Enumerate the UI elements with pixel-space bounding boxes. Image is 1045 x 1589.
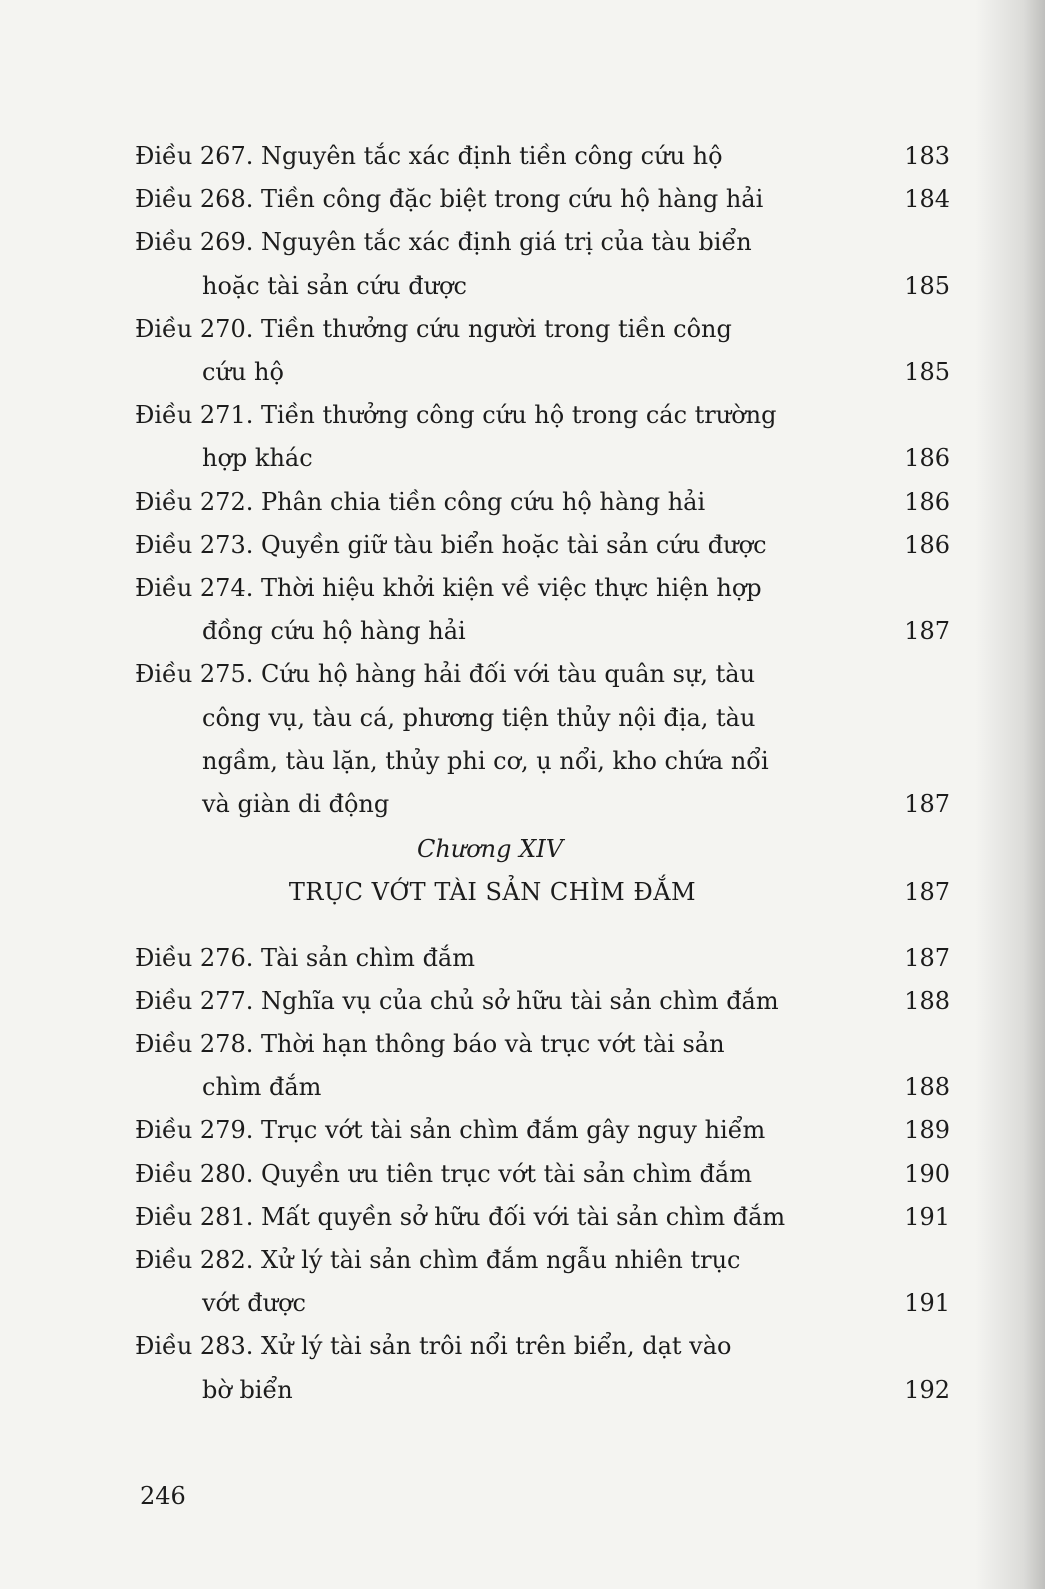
toc-entry-text: Điều 278. Thời hạn thông báo và trục vớt tài sản: [135, 1030, 725, 1059]
toc-entry-text: Điều 269. Nguyên tắc xác định giá trị của tàu biển: [135, 228, 752, 257]
toc-group-chapter-xiv: [135, 937, 950, 1412]
toc-entry-line: [135, 265, 950, 308]
toc-page-number: 190: [904, 1159, 950, 1188]
toc-entry-line: [135, 740, 950, 783]
toc-entry-text: ngầm, tàu lặn, thủy phi cơ, ụ nổi, kho chứa nổi: [202, 746, 769, 775]
toc-entry-text: Điều 274. Thời hiệu khởi kiện về việc thực hiện hợp: [135, 574, 762, 603]
toc-entry-line: [135, 135, 950, 178]
toc-entry-line: [135, 653, 950, 696]
toc-page-number: 185: [904, 271, 950, 300]
toc-entry-line: [135, 567, 950, 610]
toc-entry-line: [135, 1066, 950, 1109]
toc-page-number: 187: [904, 617, 950, 646]
toc-page-number: 188: [904, 986, 950, 1015]
toc-page-number: 191: [904, 1289, 950, 1318]
toc-entry-text: chìm đắm: [202, 1073, 322, 1102]
toc-page-number: 186: [904, 530, 950, 559]
toc-entry-text: đồng cứu hộ hàng hải: [202, 617, 466, 646]
toc-page-number: 189: [904, 1116, 950, 1145]
toc-entry-line: [135, 221, 950, 264]
toc-page-number: 192: [904, 1375, 950, 1404]
page-folio: 246: [140, 1482, 186, 1510]
toc-entry-line: [135, 394, 950, 437]
toc-entry-text: Điều 273. Quyền giữ tàu biển hoặc tài sản cứu được: [135, 530, 767, 559]
toc-entry-line: [135, 524, 950, 567]
toc-entry-line: [135, 481, 950, 524]
toc-page-number: 186: [904, 444, 950, 473]
toc-entry-text: Điều 283. Xử lý tài sản trôi nổi trên biển, dạt vào: [135, 1332, 732, 1361]
chapter-label: Chương XIV: [416, 835, 564, 864]
toc-entry-line: [135, 1153, 950, 1196]
toc-entry-text: Điều 279. Trục vớt tài sản chìm đắm gây nguy hiểm: [135, 1116, 766, 1145]
page-edge-shadow: [975, 0, 1045, 1589]
toc-page-number: 183: [904, 142, 950, 170]
toc-page-number: 185: [904, 358, 950, 387]
toc-entry-line: [135, 1239, 950, 1282]
toc-entry-text: Điều 275. Cứu hộ hàng hải đối với tàu quân sự, tàu: [135, 660, 756, 689]
toc-entry-text: Điều 272. Phân chia tiền công cứu hộ hàng hải: [135, 487, 706, 516]
table-of-contents: [135, 135, 950, 1412]
toc-entry-text: hoặc tài sản cứu được: [202, 271, 467, 300]
toc-entry-text: bờ biển: [202, 1375, 293, 1404]
toc-entry-line: [135, 1023, 950, 1066]
toc-page-number: 186: [904, 487, 950, 516]
toc-entry-text: Điều 277. Nghĩa vụ của chủ sở hữu tài sản chìm đắm: [135, 986, 779, 1015]
toc-entry-line: [135, 1109, 950, 1152]
toc-entry-line: [135, 1325, 950, 1368]
toc-entry-line: [135, 697, 950, 740]
toc-entry-line: [135, 980, 950, 1023]
toc-entry-line: [135, 610, 950, 653]
toc-entry-text: công vụ, tàu cá, phương tiện thủy nội địa, tàu: [202, 703, 756, 732]
toc-page-number: 188: [904, 1073, 950, 1102]
toc-entry-line: [135, 308, 950, 351]
toc-entry-line: [135, 437, 950, 480]
toc-entry-text: Điều 271. Tiền thưởng công cứu hộ trong các trường: [135, 401, 777, 430]
toc-entry-line: [135, 178, 950, 221]
toc-entry-text: Điều 268. Tiền công đặc biệt trong cứu hộ hàng hải: [135, 185, 764, 214]
toc-entry-text: cứu hộ: [202, 358, 284, 387]
chapter-title: TRỤC VỚT TÀI SẢN CHÌM ĐẮM: [288, 878, 697, 907]
chapter-page-number: 187: [904, 878, 950, 907]
toc-entry-line: [135, 1196, 950, 1239]
toc-entry-text: Điều 282. Xử lý tài sản chìm đắm ngẫu nhiên trục: [135, 1246, 741, 1275]
toc-group-chapter-xiii: [135, 135, 950, 826]
toc-page-number: 187: [904, 790, 950, 819]
toc-page-number: 191: [904, 1202, 950, 1231]
chapter-heading-row: [135, 871, 950, 914]
toc-entry-text: Điều 281. Mất quyền sở hữu đối với tài sản chìm đắm: [135, 1202, 786, 1231]
toc-entry-text: hợp khác: [202, 444, 313, 473]
toc-entry-text: Điều 280. Quyền ưu tiên trục vớt tài sản chìm đắm: [135, 1159, 752, 1188]
toc-entry-line: [135, 783, 950, 826]
toc-page-number: 187: [904, 943, 950, 972]
toc-entry-line: [135, 351, 950, 394]
toc-entry-line: [135, 1369, 950, 1412]
toc-entry-text: và giàn di động: [202, 790, 390, 819]
toc-entry-text: Điều 267. Nguyên tắc xác định tiền công cứu hộ: [135, 142, 723, 170]
toc-page-number: 184: [904, 185, 950, 214]
toc-entry-text: Điều 276. Tài sản chìm đắm: [135, 943, 475, 972]
toc-entry-text: vớt được: [202, 1289, 306, 1318]
toc-entry-line: [135, 1282, 950, 1325]
toc-entry-text: Điều 270. Tiền thưởng cứu người trong tiền công: [135, 314, 732, 343]
toc-entry-line: [135, 937, 950, 980]
spacer: [135, 915, 950, 937]
